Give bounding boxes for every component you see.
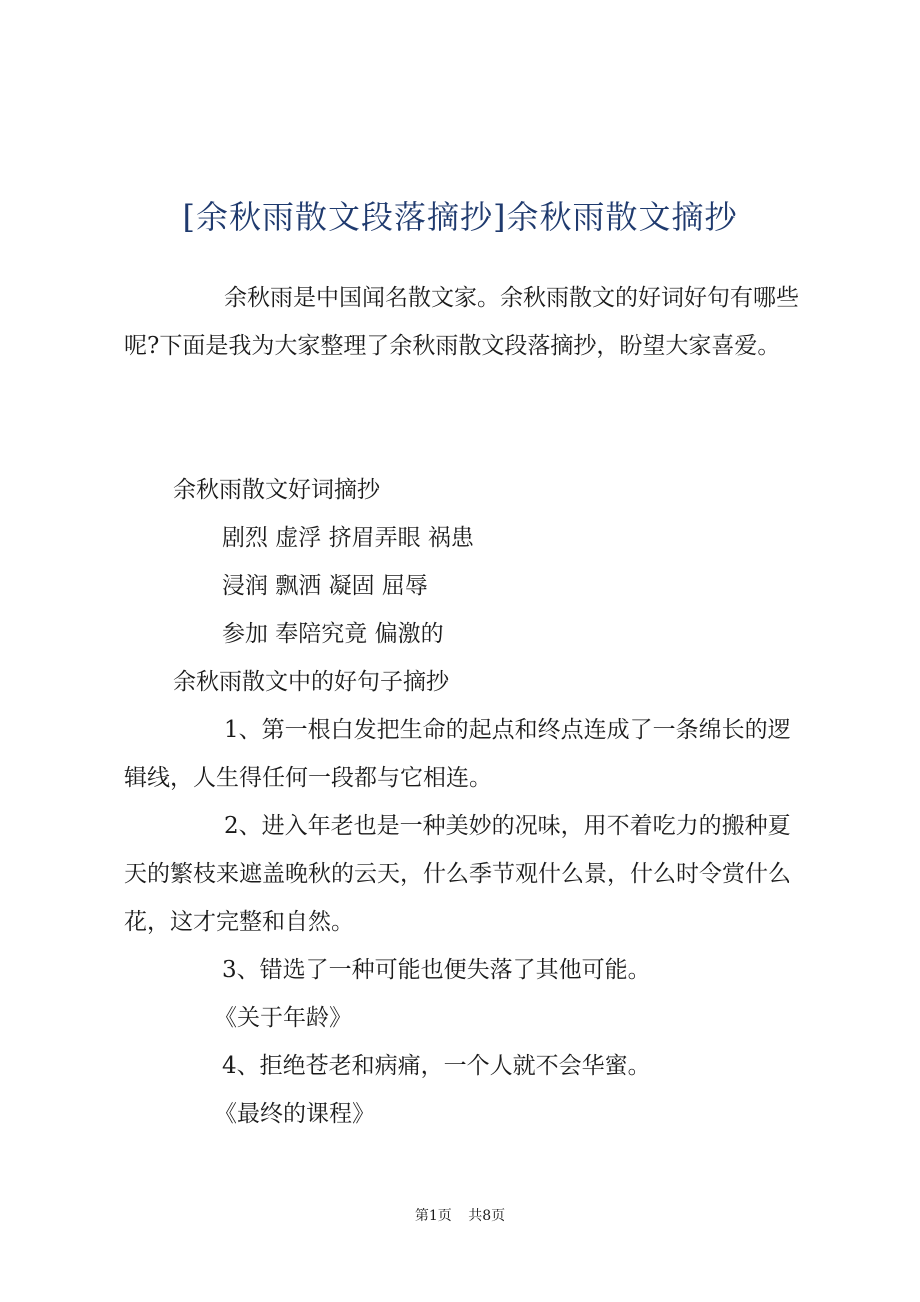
document-title: [余秋雨散文段落摘抄]余秋雨散文摘抄 <box>182 198 738 236</box>
page-footer <box>0 1206 920 1226</box>
word-line-3: 参加 奉陪究竟 偏激的 <box>222 621 444 647</box>
page-number-current: 第1页 <box>414 1208 452 1224</box>
words-section-heading: 余秋雨散文好词摘抄 <box>173 477 380 503</box>
source-2: 《最终的课程》 <box>214 1101 375 1127</box>
sentences-section-heading: 余秋雨散文中的好句子摘抄 <box>173 669 449 695</box>
intro-paragraph: 余秋雨是中国闻名散文家。余秋雨散文的好词好句有哪些呢?下面是我为大家整理了余秋雨散文段落摘抄，盼望大家喜爱。 <box>124 285 799 359</box>
sentence-4: 4、拒绝苍老和病痛，一个人就不会华蜜。 <box>222 1053 651 1079</box>
source-1: 《关于年龄》 <box>214 1005 352 1031</box>
sentence-3: 3、错选了一种可能也便失落了其他可能。 <box>222 957 651 983</box>
page-number-total: 共8页 <box>468 1208 506 1224</box>
sentence-2: 2、进入年老也是一种美妙的况味，用不着吃力的搬种夏天的繁枝来遮盖晚秋的云天，什么季节观什么景，什么时令赏什么花，这才完整和自然。 <box>124 813 791 935</box>
sentence-1: 1、第一根白发把生命的起点和终点连成了一条绵长的逻辑线，人生得任何一段都与它相连。 <box>124 717 791 791</box>
word-line-2: 浸润 飘洒 凝固 屈辱 <box>222 573 428 599</box>
word-line-1: 剧烈 虚浮 挤眉弄眼 祸患 <box>222 525 474 551</box>
